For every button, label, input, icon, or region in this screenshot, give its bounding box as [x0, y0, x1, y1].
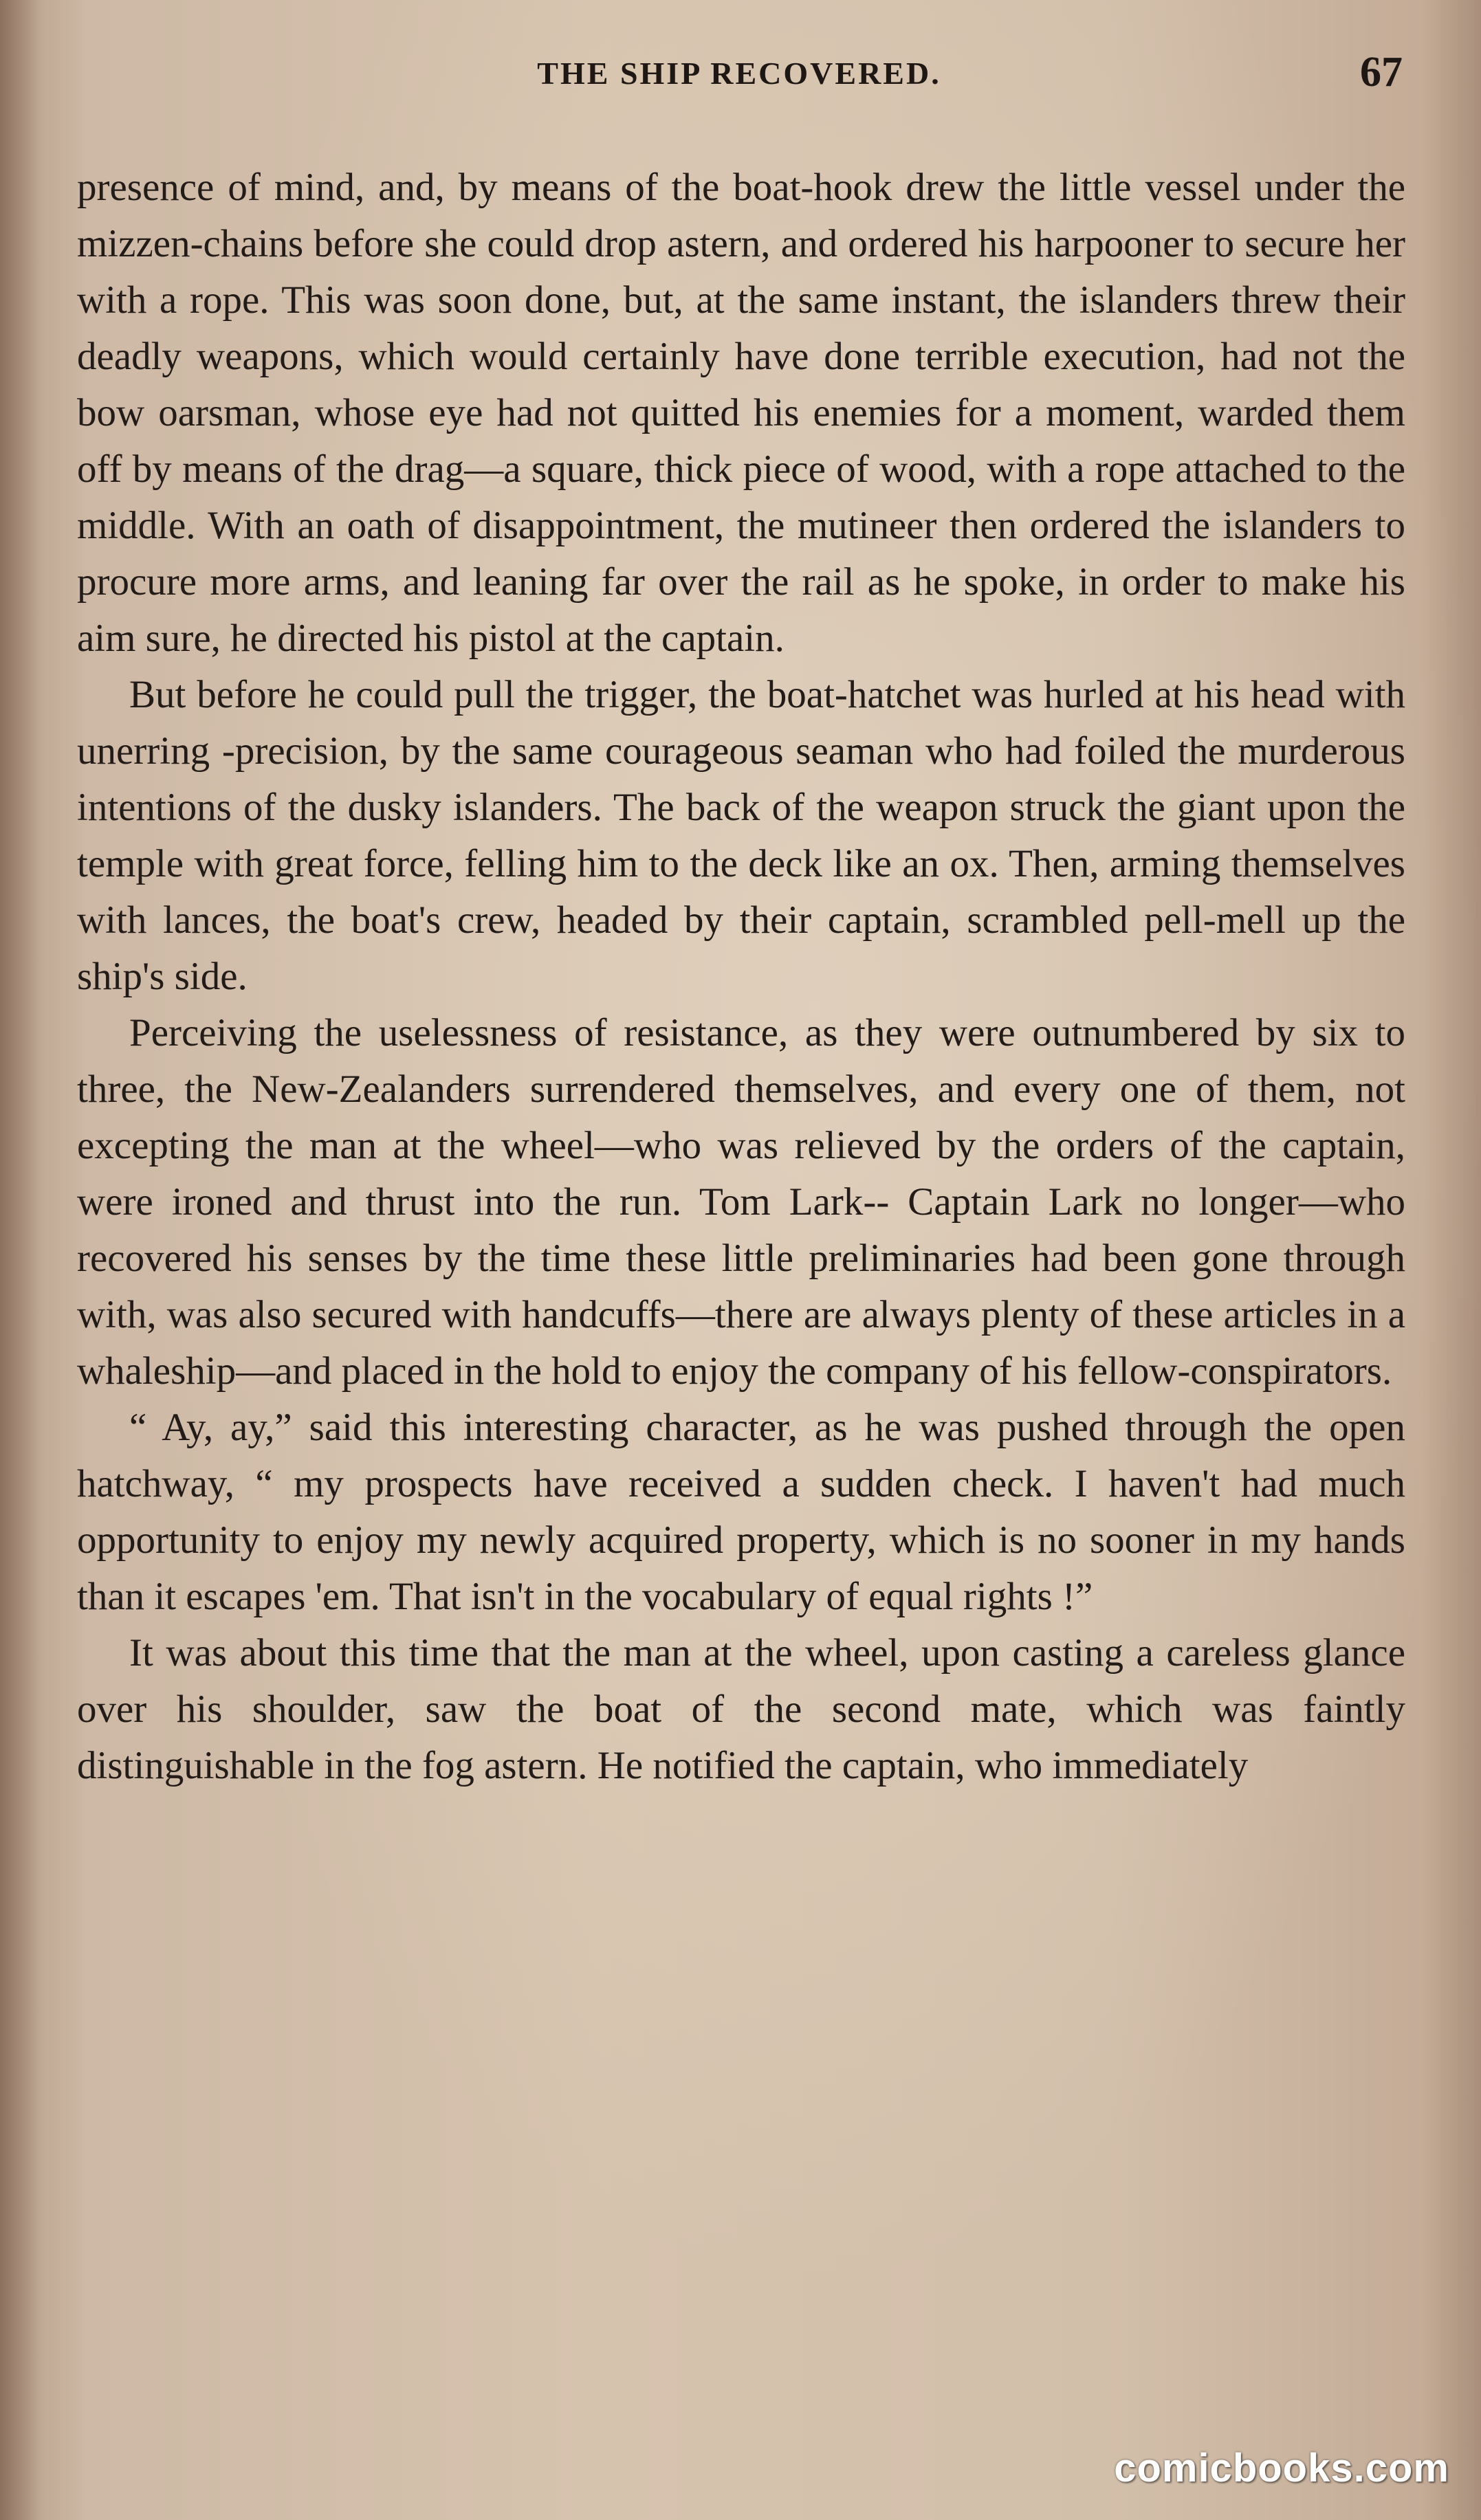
paragraph-4: “ Ay, ay,” said this interesting character, as he was pushed through the open hatchway, “ my prospects have received a sudden check. I haven't had much opportunity to enjoy my newly acquired property, which is no sooner in my hands than it escapes 'em. That isn't in the vocabulary of equal rights !” — [77, 1406, 1405, 1618]
page-number: 67 — [1360, 49, 1403, 96]
paragraph-1: presence of mind, and, by means of the boat-hook drew the little vessel under the mizzen-chains before she could drop astern, and ordered his harpooner to secure her with a rope. This was soon done, but, at the same instant, the islanders threw their deadly weapons, which would certainly have done terrible execution, had not the bow oarsman, whose eye had not quitted his enemies for a moment, warded them off by means of the drag—a square, thick piece of wood, with a rope attached to the middle. With an oath of disappointment, the mutineer then ordered the islanders to procure more arms, and leaning far over the rail as he spoke, in order to make his aim sure, he directed his pistol at the captain. — [77, 166, 1405, 660]
running-title: THE SHIP RECOVERED. — [537, 56, 941, 91]
watermark: comicbooks.com — [1114, 2446, 1449, 2490]
paragraph-2: But before he could pull the trigger, the boat-hatchet was hurled at his head with unerring -precision, by the same courageous seaman who had foiled the murderous intentions of the dusky islanders. The back of the weapon struck the giant upon the temple with great force, felling him to the deck like an ox. Then, arming themselves with lances, the boat's crew, headed by their captain, scrambled pell-mell up the ship's side. — [77, 673, 1405, 998]
body-text — [77, 159, 1405, 1794]
paragraph-3: Perceiving the uselessness of resistance, as they were outnumbered by six to three, the New-Zealanders surrendered themselves, and every one of them, not excepting the man at the wheel—who was relieved by the orders of the captain, were ironed and thrust into the run. Tom Lark-- Captain Lark no longer—who recovered his senses by the time these little preliminaries had been gone through with, was also secured with handcuffs—there are always plenty of these articles in a whaleship—and placed in the hold to enjoy the company of his fellow-conspirators. — [77, 1011, 1405, 1393]
paragraph-5: It was about this time that the man at the wheel, upon casting a careless glance over his shoulder, saw the boat of the second mate, which was faintly distinguishable in the fog astern. He notified the captain, who immediately — [77, 1631, 1405, 1787]
gutter-shadow — [0, 0, 41, 2520]
running-head — [76, 41, 1416, 96]
